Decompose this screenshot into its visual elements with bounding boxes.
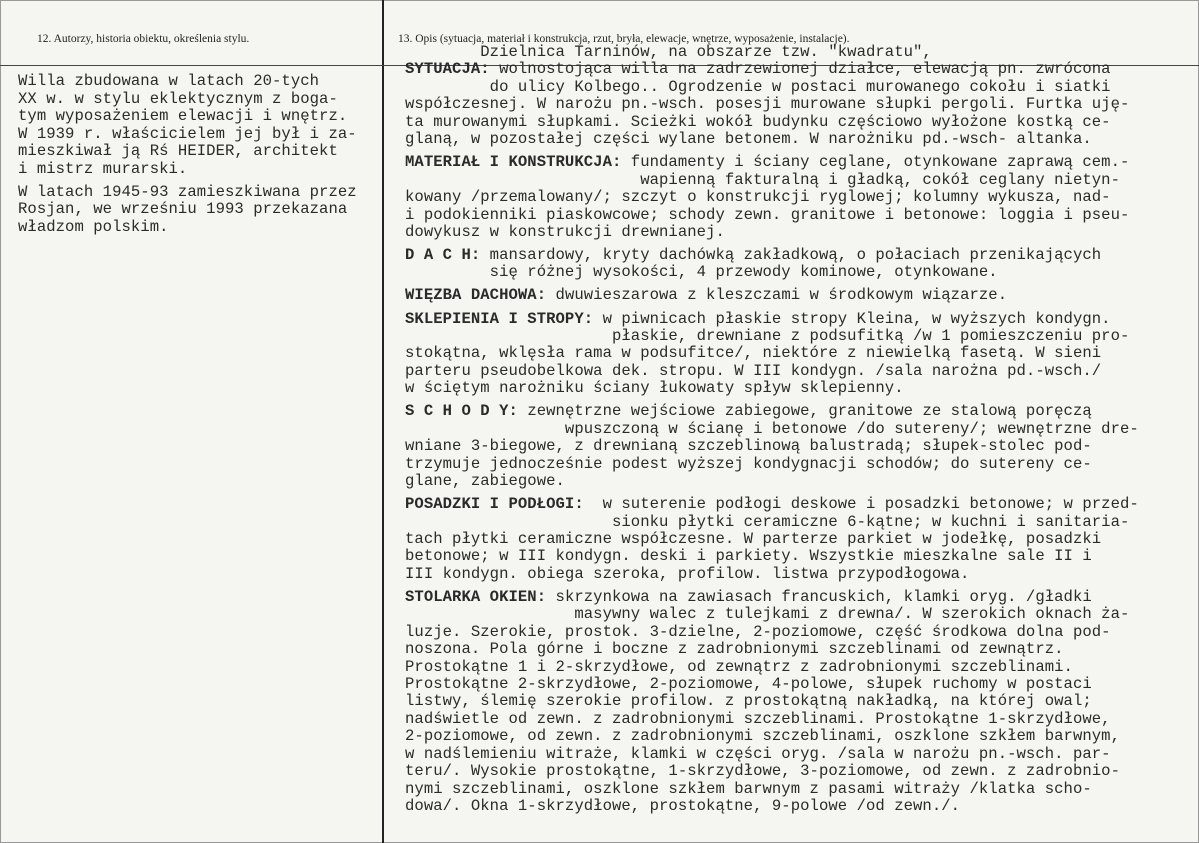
description-line [405, 531, 1139, 548]
description-line [405, 189, 1139, 206]
description-line [405, 659, 1139, 676]
section-text: nymi szczeblinami, oszklone szkłem barwnym z pasami witraży /klatka scho- [405, 779, 1092, 798]
description-line [405, 421, 1139, 438]
section-label: SYTUACJA: [405, 60, 490, 79]
section-text: listwy, ślemię szerokie profilow. z prostokątną nakładką, na której owal; [405, 692, 1092, 711]
section-text: glane, zabiegowe. [405, 472, 565, 491]
description-line [405, 363, 1139, 380]
section-label: D A C H: [405, 246, 481, 264]
section-text: stokątna, wklęsła rama w podsufitce/, niektóre z niewielką fasetą. W sieni [405, 344, 1102, 363]
section-text: trzymuje jednocześnie podest wyższej kondygnacji schodów; do sutereny ce- [405, 454, 1092, 473]
description-line [405, 172, 1139, 189]
description-line [405, 44, 1139, 61]
section-text: 2-poziomowe, od zewn. z zadrobnionymi szczeblinami, oszklone szkłem barwnym, [405, 727, 1120, 746]
section-text: wapienną fakturalną i gładką, cokół ceglany nietyn- [405, 170, 1120, 189]
description-line [405, 496, 1139, 513]
description-line [405, 728, 1139, 745]
description-line [405, 247, 1139, 264]
description-line [405, 781, 1139, 798]
left-column-header: 12. Autorzy, historia obiektu, określenia stylu. [37, 33, 250, 45]
history-line: mieszkiwał ją Rś HEIDER, architekt [18, 142, 338, 161]
description-line [405, 624, 1139, 641]
description-line [405, 154, 1139, 171]
description-line [405, 548, 1139, 565]
description-line [405, 131, 1139, 148]
description-line [405, 61, 1139, 78]
section-text: wpuszczoną w ścianę i betonowe /do sutereny/; wewnętrzne dre- [405, 419, 1139, 438]
section-label: SKLEPIENIA I STROPY: [405, 309, 594, 328]
description-line [405, 403, 1139, 420]
right-column-header: 13. Opis (sytuacja, materiał i konstrukcja, rzut, bryła, elewacje, wnętrze, wyposażenie, instalacje). [398, 33, 850, 45]
section-text: sionku płytki ceramiczne 6-kątne; w kuchni i sanitaria- [405, 512, 1130, 531]
section-text: mansardowy, kryty dachówką zakładkową, o połaciach przenikających [480, 246, 1102, 264]
section-text: luzje. Szerokie, prostok. 3-dzielne, 2-poziomowe, część środkowa dolna pod- [405, 622, 1111, 641]
description-line [405, 798, 1139, 815]
section-text: glaną, w pozostałej części wylane betonem. W narożniku pd.-wsch- altanka. [405, 130, 1092, 149]
description-line [405, 345, 1139, 362]
description-line [405, 287, 1139, 304]
description-line [405, 438, 1139, 455]
section-text: masywny walec z tulejkami z drewna/. W szerokich oknach ża- [405, 605, 1130, 624]
section-label: STOLARKA OKIEN: [405, 587, 547, 606]
section-label: WIĘZBA DACHOWA: [405, 286, 547, 305]
history-line: tym wyposażeniem elewacji i wnętrz. [18, 107, 348, 126]
description-line [405, 96, 1139, 113]
section-text: teru/. Wysokie prostokątne, 1-skrzydłowe, 3-poziomowe, od zewn. z zadrobnio- [405, 762, 1120, 781]
description-line [405, 606, 1139, 623]
description-line [405, 264, 1139, 281]
description-line [405, 763, 1139, 780]
description-line [405, 79, 1139, 96]
column-divider [382, 0, 384, 843]
description-line [405, 566, 1139, 583]
section-text: ta murowanymi słupkami. Scieżki wokół budynku częściowo wyłożone kostką ce- [405, 112, 1111, 131]
section-text: wniane 3-biegowe, z drewnianą szczeblinową balustradą; słupek-stolec pod- [405, 437, 1092, 456]
section-label: S C H O D Y: [405, 402, 518, 421]
section-text: się różnej wysokości, 4 przewody kominowe, otynkowane. [405, 263, 998, 282]
section-text: w nadślemieniu witraże, klamki w części oryg. /sala w narożu pn.-wsch. par- [405, 744, 1111, 763]
description-line [405, 456, 1139, 473]
history-line: Rosjan, we wrześniu 1993 przekazana [18, 200, 348, 219]
section-text: Prostokątne 1 i 2-skrzydłowe, od zewnątrz z zadrobnionymi szczeblinami. [405, 657, 1073, 676]
description-line [405, 711, 1139, 728]
history-line: W latach 1945-93 zamieszkiwana przez [18, 182, 357, 201]
description-line [405, 746, 1139, 763]
description-line [405, 380, 1139, 397]
description-line [405, 641, 1139, 658]
description-line [405, 114, 1139, 131]
section-text: w suterenie podłogi deskowe i posadzki betonowe; w przed- [583, 495, 1139, 514]
description-line [405, 207, 1139, 224]
history-line: władzom polskim. [18, 217, 169, 236]
description-line [405, 224, 1139, 241]
section-text: noszona. Pola górne i boczne z zadrobnionymi szczeblinami od zewnątrz. [405, 640, 1064, 659]
description-line [405, 589, 1139, 606]
section-text: dwuwieszarowa z kleszczami w środkowym wiązarze. [546, 286, 1008, 305]
history-line: Willa zbudowana w latach 20-tych [18, 72, 320, 90]
section-text: współczesnej. W narożu pn.-wsch. posesji murowane słupki pergoli. Furtka uję- [405, 95, 1130, 114]
section-text: Prostokątne 2-skrzydłowe, 2-poziomowe, 4-polowe, słupek ruchomy w postaci [405, 675, 1092, 694]
section-text: i podokienniki piaskowcowe; schody zewn. granitowe i betonowe: loggia i pseu- [405, 205, 1130, 224]
description-line [405, 693, 1139, 710]
history-line: W 1939 r. właścicielem jej był i za- [18, 124, 357, 143]
description-line [405, 514, 1139, 531]
section-text: płaskie, drewniane z podsufitką /w 1 pomieszczeniu pro- [405, 326, 1130, 345]
history-line: XX w. w stylu eklektycznym z boga- [18, 89, 338, 108]
section-text: wolnostojąca willa na zadrzewionej działce, elewacją pn. zwrócona [489, 60, 1111, 79]
section-text: III kondygn. obiega szeroka, profilow. listwa przypodłogowa. [405, 564, 970, 583]
section-text: parteru pseudobelkowa dek. stropu. W III kondygn. /sala narożna pd.-wsch./ [405, 361, 1102, 380]
description-line [405, 473, 1139, 490]
description-text [405, 44, 1139, 816]
section-text: Dzielnica Tarninów, na obszarze tzw. "kwadratu", [405, 43, 932, 61]
section-text: betonowe; w III kondygn. deski i parkiety. Wszystkie mieszkalne sale II i [405, 547, 1092, 566]
section-text: dowa/. Okna 1-skrzydłowe, prostokątne, 9-polowe /od zewn./. [405, 797, 961, 816]
section-text: kowany /przemalowany/; szczyt o konstrukcji ryglowej; kolumny wykusza, nad- [405, 188, 1111, 207]
section-text: w piwnicach płaskie stropy Kleina, w wyższych kondygn. [593, 309, 1111, 328]
description-line [405, 676, 1139, 693]
history-line: i mistrz murarski. [18, 159, 188, 178]
section-label: MATERIAŁ I KONSTRUKCJA: [405, 153, 622, 172]
description-line [405, 311, 1139, 328]
section-text: fundamenty i ściany ceglane, otynkowane zaprawą cem.- [621, 153, 1130, 172]
section-label: POSADZKI I PODŁOGI: [405, 495, 584, 514]
section-text: tach płytki ceramiczne współczesne. W parterze parkiet w jodełkę, posadzki [405, 529, 1102, 548]
description-line [405, 328, 1139, 345]
section-text: nadświetle od zewn. z zadrobnionymi szczeblinami. Prostokątne 1-skrzydłowe, [405, 709, 1111, 728]
section-text: do ulicy Kolbego.. Ogrodzenie w postaci murowanego cokołu i siatki [405, 77, 1111, 96]
section-text: zewnętrzne wejściowe zabiegowe, granitowe ze stalową poręczą [517, 402, 1092, 421]
section-text: w ściętym narożniku ściany łukowaty spływ sklepienny. [405, 379, 904, 398]
section-text: dowykusz w konstrukcji drewnianej. [405, 222, 725, 241]
history-text [18, 73, 357, 236]
section-text: skrzynkowa na zawiasach francuskich, klamki oryg. /gładki [546, 587, 1092, 606]
